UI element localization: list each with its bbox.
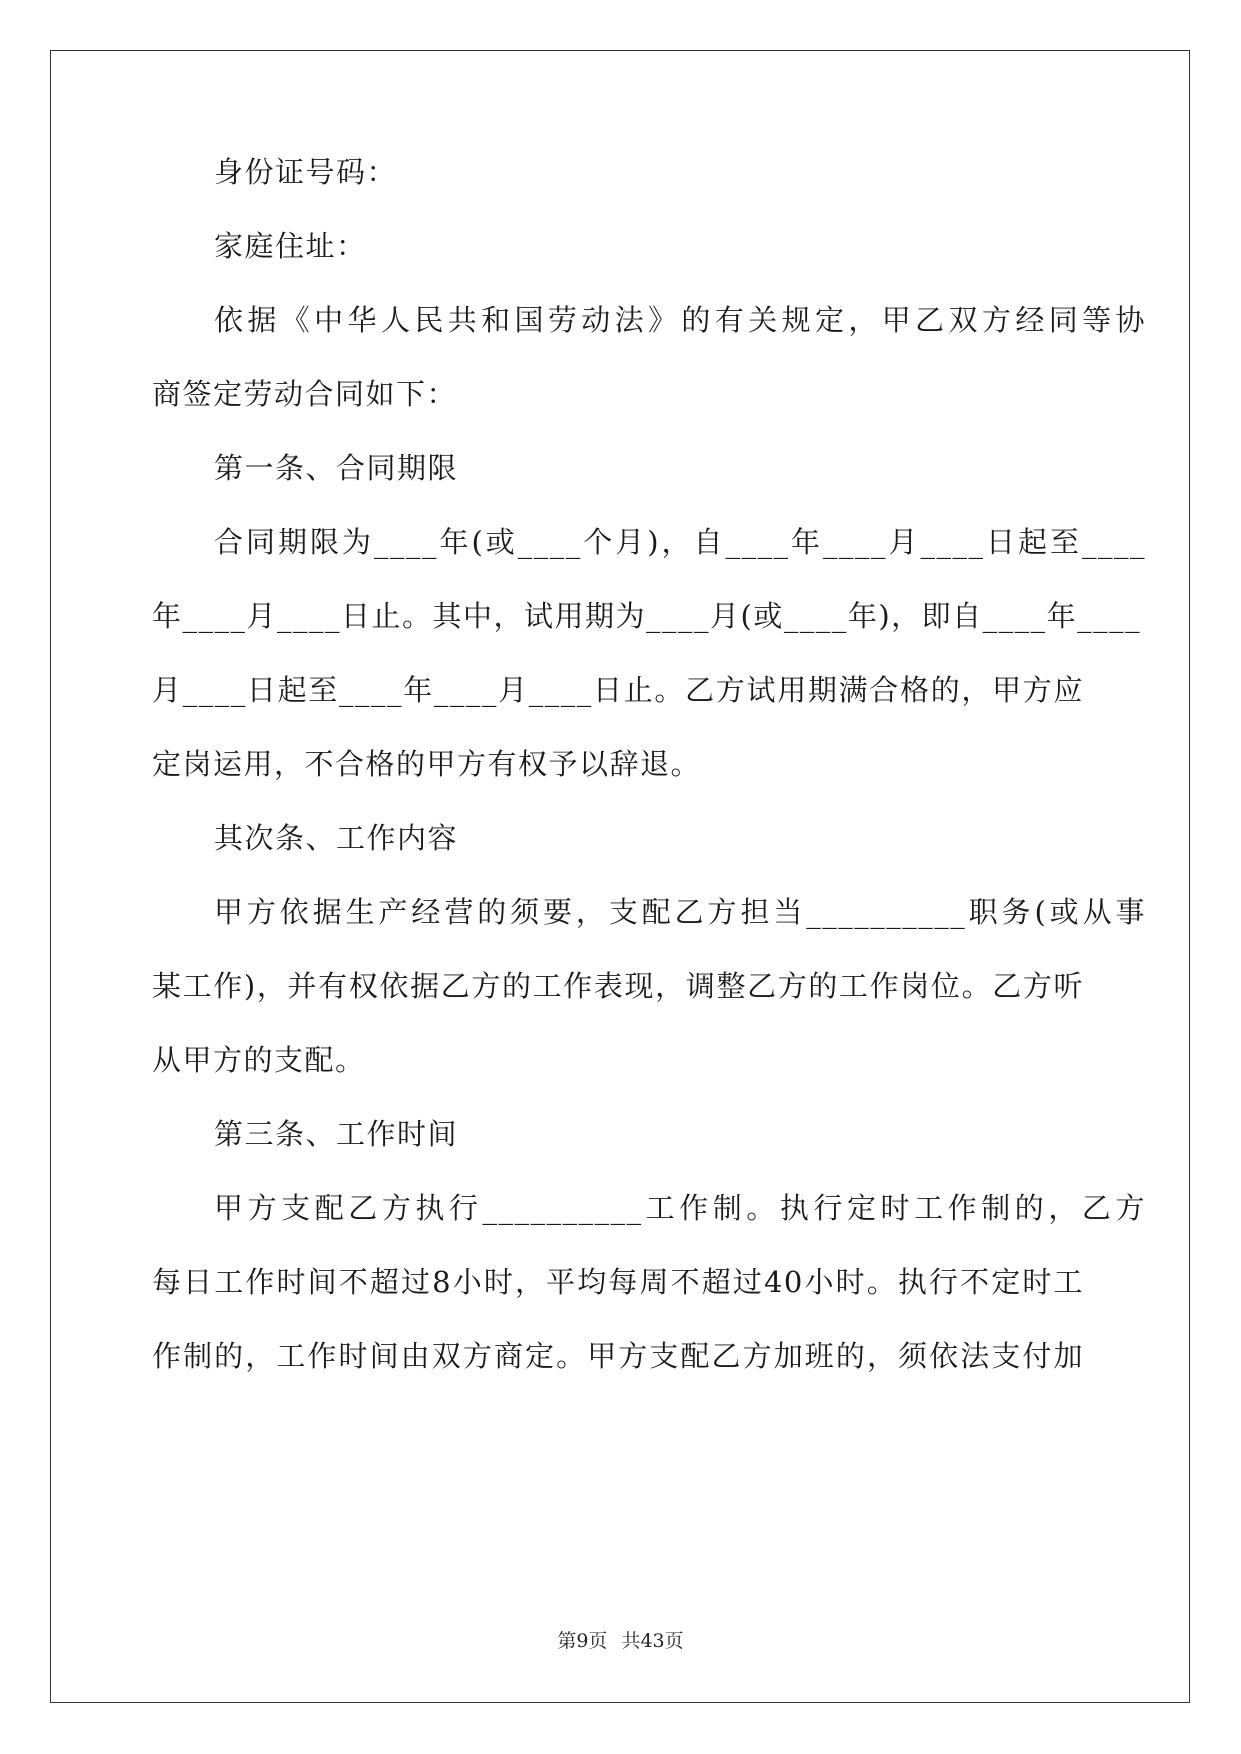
total-pages: 共43页 <box>621 1630 684 1652</box>
page-footer <box>0 1626 1241 1653</box>
section-heading: 其次条、工作内容 <box>214 821 459 855</box>
page-number: 第9页 <box>557 1630 608 1652</box>
paragraph-line: 月____日起至____年____月____日止。乙方试用期满合格的，甲方应 <box>152 673 1084 707</box>
paragraph-line: 某工作)，并有权依据乙方的工作表现，调整乙方的工作岗位。乙方听 <box>152 969 1084 1003</box>
id-number-label: 身份证号码： <box>214 155 398 189</box>
home-address-label: 家庭住址： <box>214 229 367 263</box>
paragraph-line: 甲方支配乙方执行__________工作制。执行定时工作制的，乙方 <box>214 1191 1146 1225</box>
paragraph-line: 从甲方的支配。 <box>152 1043 366 1077</box>
paragraph-line: 合同期限为____年(或____个月)，自____年____月____日起至____ <box>214 525 1146 559</box>
page-border <box>50 50 1190 1703</box>
section-heading: 第一条、合同期限 <box>214 451 459 485</box>
paragraph-line: 每日工作时间不超过8小时，平均每周不超过40小时。执行不定时工 <box>152 1265 1084 1299</box>
paragraph-line: 年____月____日止。其中，试用期为____月(或____年)，即自____年____ <box>152 599 1142 633</box>
section-heading: 第三条、工作时间 <box>214 1117 459 1151</box>
paragraph-line: 依据《中华人民共和国劳动法》的有关规定，甲乙双方经同等协 <box>214 303 1146 337</box>
paragraph-line: 商签定劳动合同如下： <box>152 377 458 411</box>
paragraph-line: 作制的，工作时间由双方商定。甲方支配乙方加班的，须依法支付加 <box>152 1339 1084 1373</box>
paragraph-line: 甲方依据生产经营的须要，支配乙方担当__________职务(或从事 <box>214 895 1146 929</box>
paragraph-line: 定岗运用，不合格的甲方有权予以辞退。 <box>152 747 702 781</box>
